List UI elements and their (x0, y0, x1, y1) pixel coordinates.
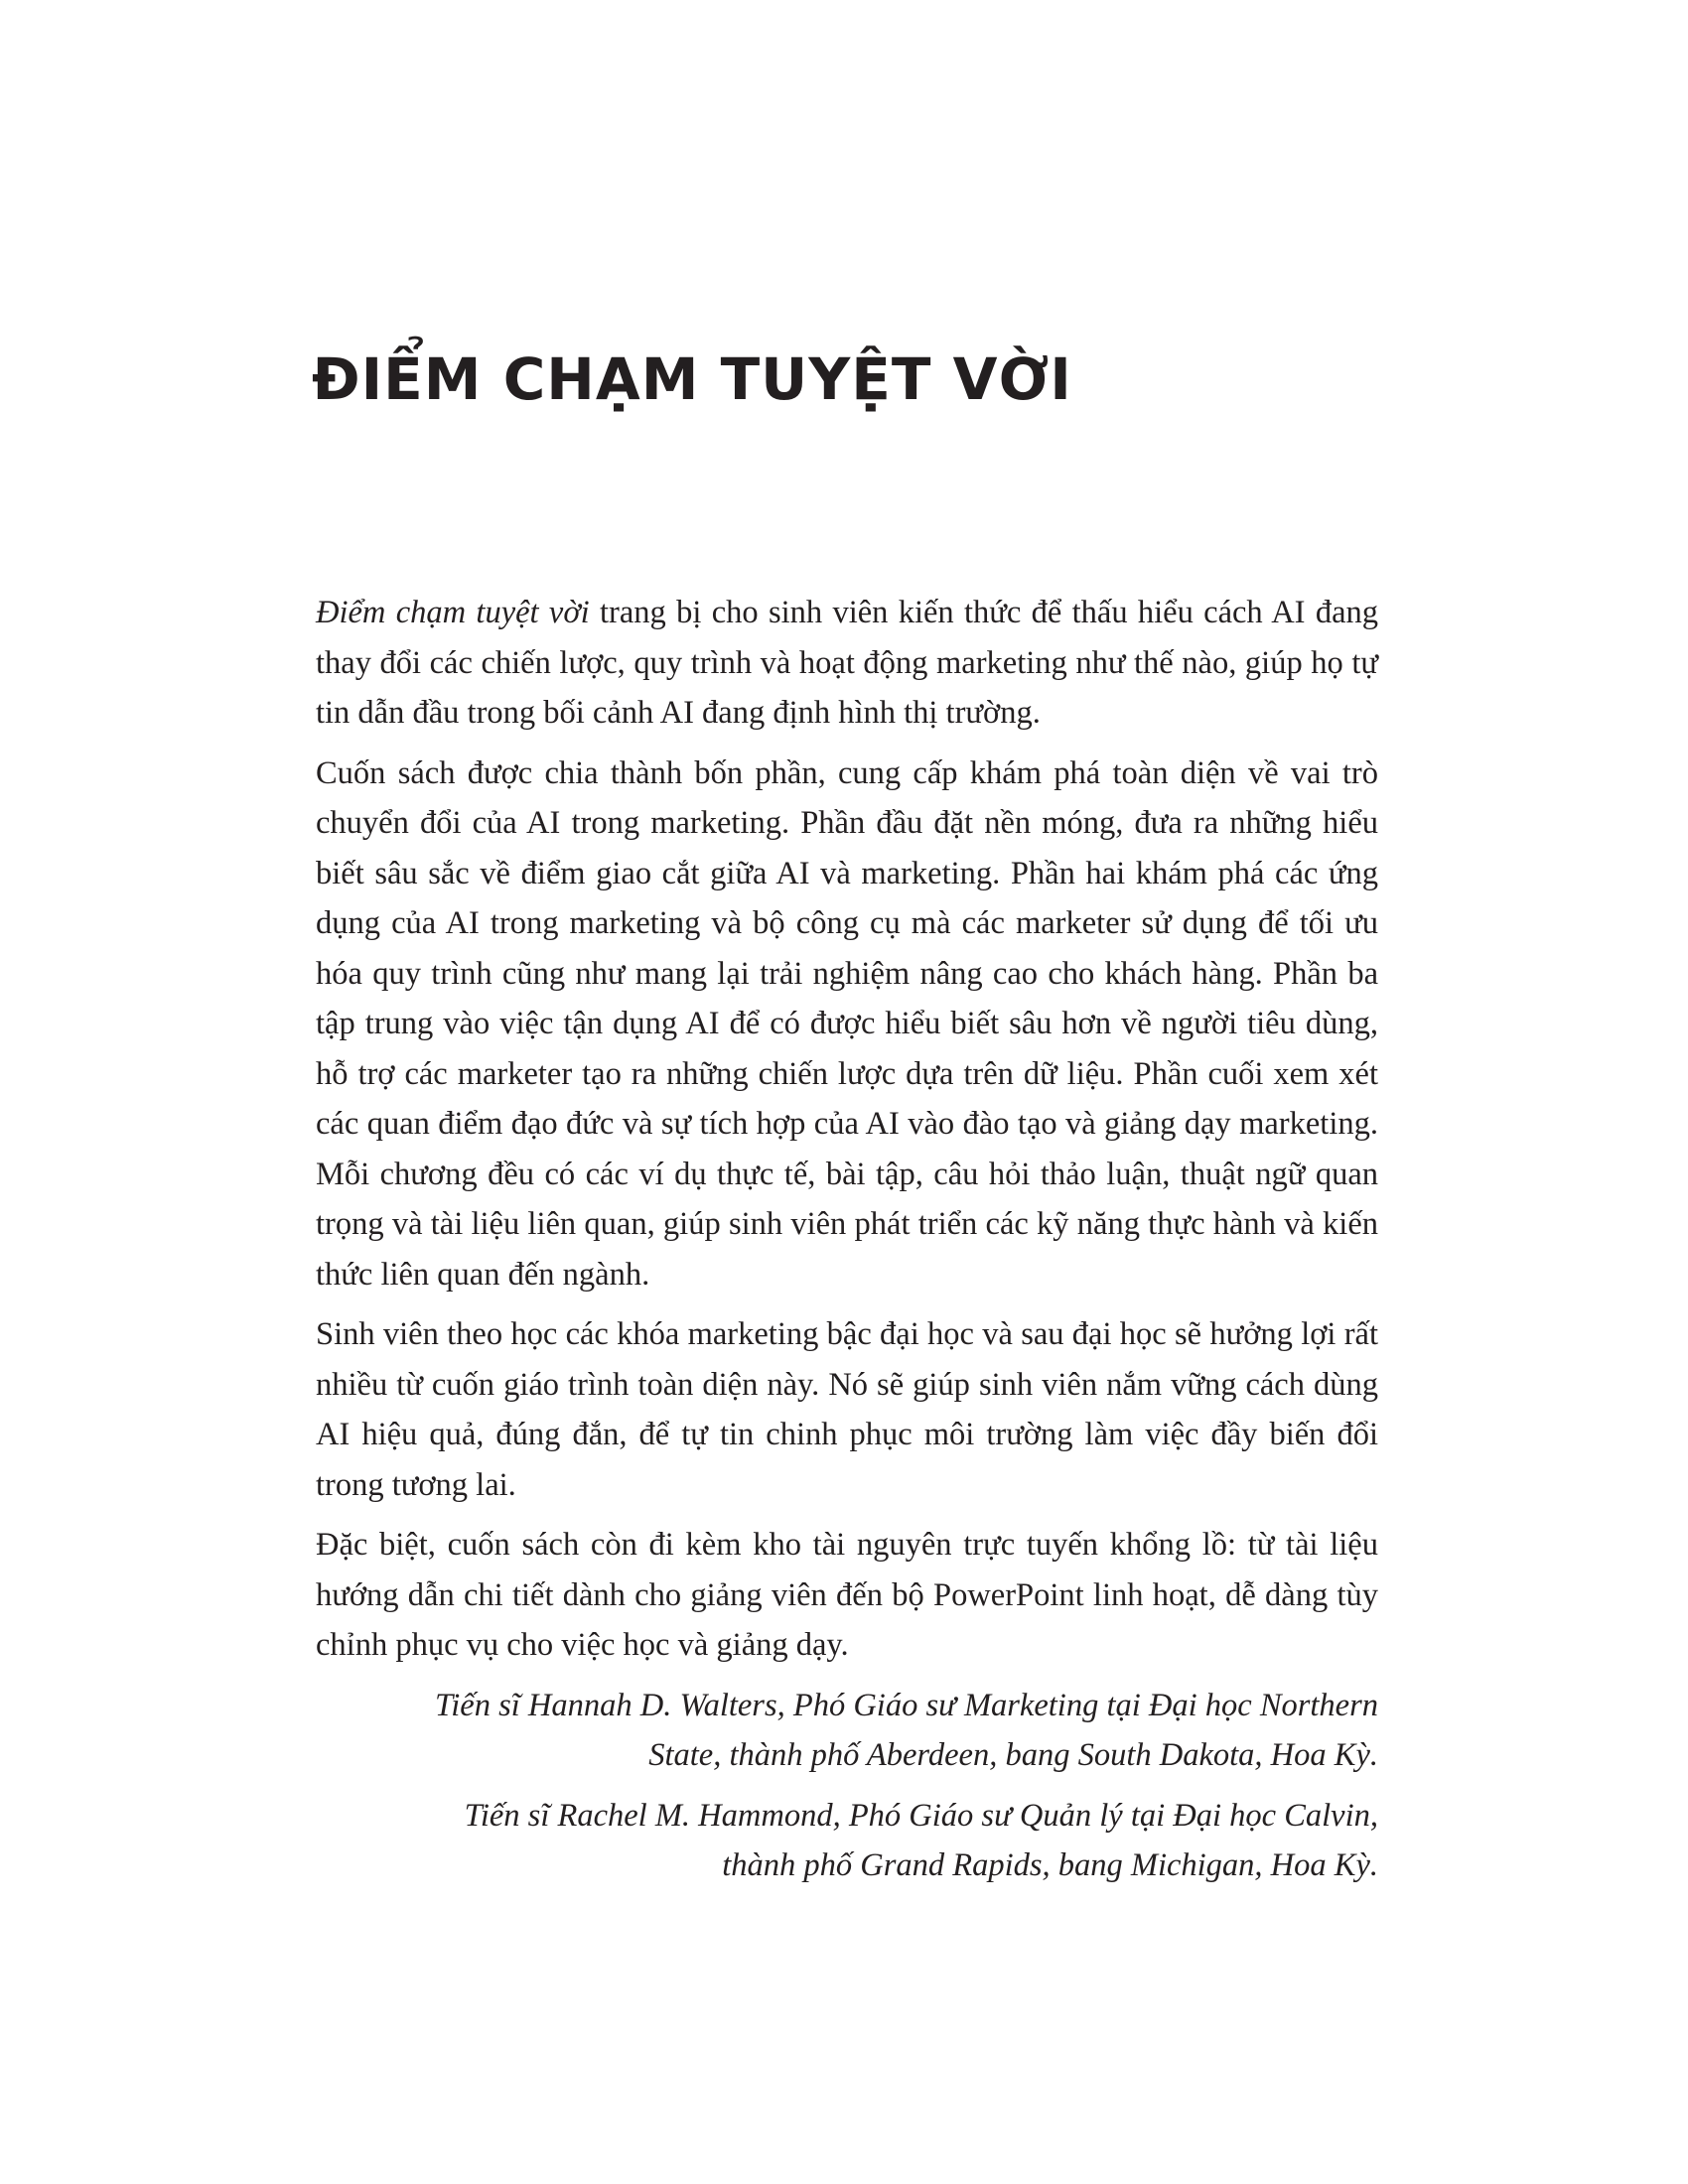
paragraph-1 (316, 588, 1378, 739)
paragraph-4: Đặc biệt, cuốn sách còn đi kèm kho tài nguyên trực tuyến khổng lồ: từ tài liệu hướng dẫn chi tiết dành cho giảng viên đến bộ PowerPoint linh hoạt, dễ dàng tùy chỉnh phục vụ cho việc học và giảng dạy. (316, 1527, 1378, 1663)
book-title-italic: Điểm chạm tuyệt vời (316, 595, 590, 630)
paragraph-3: Sinh viên theo học các khóa marketing bậc đại học và sau đại học sẽ hưởng lợi rất nhiều từ cuốn giáo trình toàn diện này. Nó sẽ giúp sinh viên nắm vững cách dùng AI hiệu quả, đúng đắn, để tự tin chinh phục môi trường làm việc đầy biến đổi trong tương lai. (316, 1316, 1378, 1503)
paragraph-2: Cuốn sách được chia thành bốn phần, cung cấp khám phá toàn diện về vai trò chuyển đổi của AI trong marketing. Phần đầu đặt nền móng, đưa ra những hiểu biết sâu sắc về điểm giao cắt giữa AI và marketing. Phần hai khám phá các ứng dụng của AI trong marketing và bộ công cụ mà các marketer sử dụng để tối ưu hóa quy trình cũng như mang lại trải nghiệm nâng cao cho khách hàng. Phần ba tập trung vào việc tận dụng AI để có được hiểu biết sâu hơn về người tiêu dùng, hỗ trợ các marketer tạo ra những chiến lược dựa trên dữ liệu. Phần cuối xem xét các quan điểm đạo đức và sự tích hợp của AI vào đào tạo và giảng dạy marketing. Mỗi chương đều có các ví dụ thực tế, bài tập, câu hỏi thảo luận, thuật ngữ quan trọng và tài liệu liên quan, giúp sinh viên phát triển các kỹ năng thực hành và kiến thức liên quan đến ngành. (316, 754, 1378, 1293)
body-text (316, 588, 1378, 1901)
paragraph-1-text: trang bị cho sinh viên kiến thức để thấu hiểu cách AI đang thay đổi các chiến lược, quy trình và hoạt động marketing như thế nào, giúp họ tự tin dẫn đầu trong bối cảnh AI đang định hình thị trường. (316, 595, 1378, 731)
endorsement-1-line-1: Tiến sĩ Hannah D. Walters, Phó Giáo sư Marketing tại Đại học Northern (435, 1687, 1378, 1723)
endorsement-2-line-1: Tiến sĩ Rachel M. Hammond, Phó Giáo sư Quản lý tại Đại học Calvin, (464, 1797, 1378, 1834)
endorsement-2-line-2: thành phố Grand Rapids, bang Michigan, Hoa Kỳ. (722, 1847, 1378, 1883)
endorsement-2 (316, 1791, 1378, 1891)
endorsement-1-line-2: State, thành phố Aberdeen, bang South Dakota, Hoa Kỳ. (648, 1737, 1378, 1773)
endorsement-1 (316, 1681, 1378, 1781)
page-title: ĐIỂM CHẠM TUYỆT VỜI (312, 345, 1072, 413)
